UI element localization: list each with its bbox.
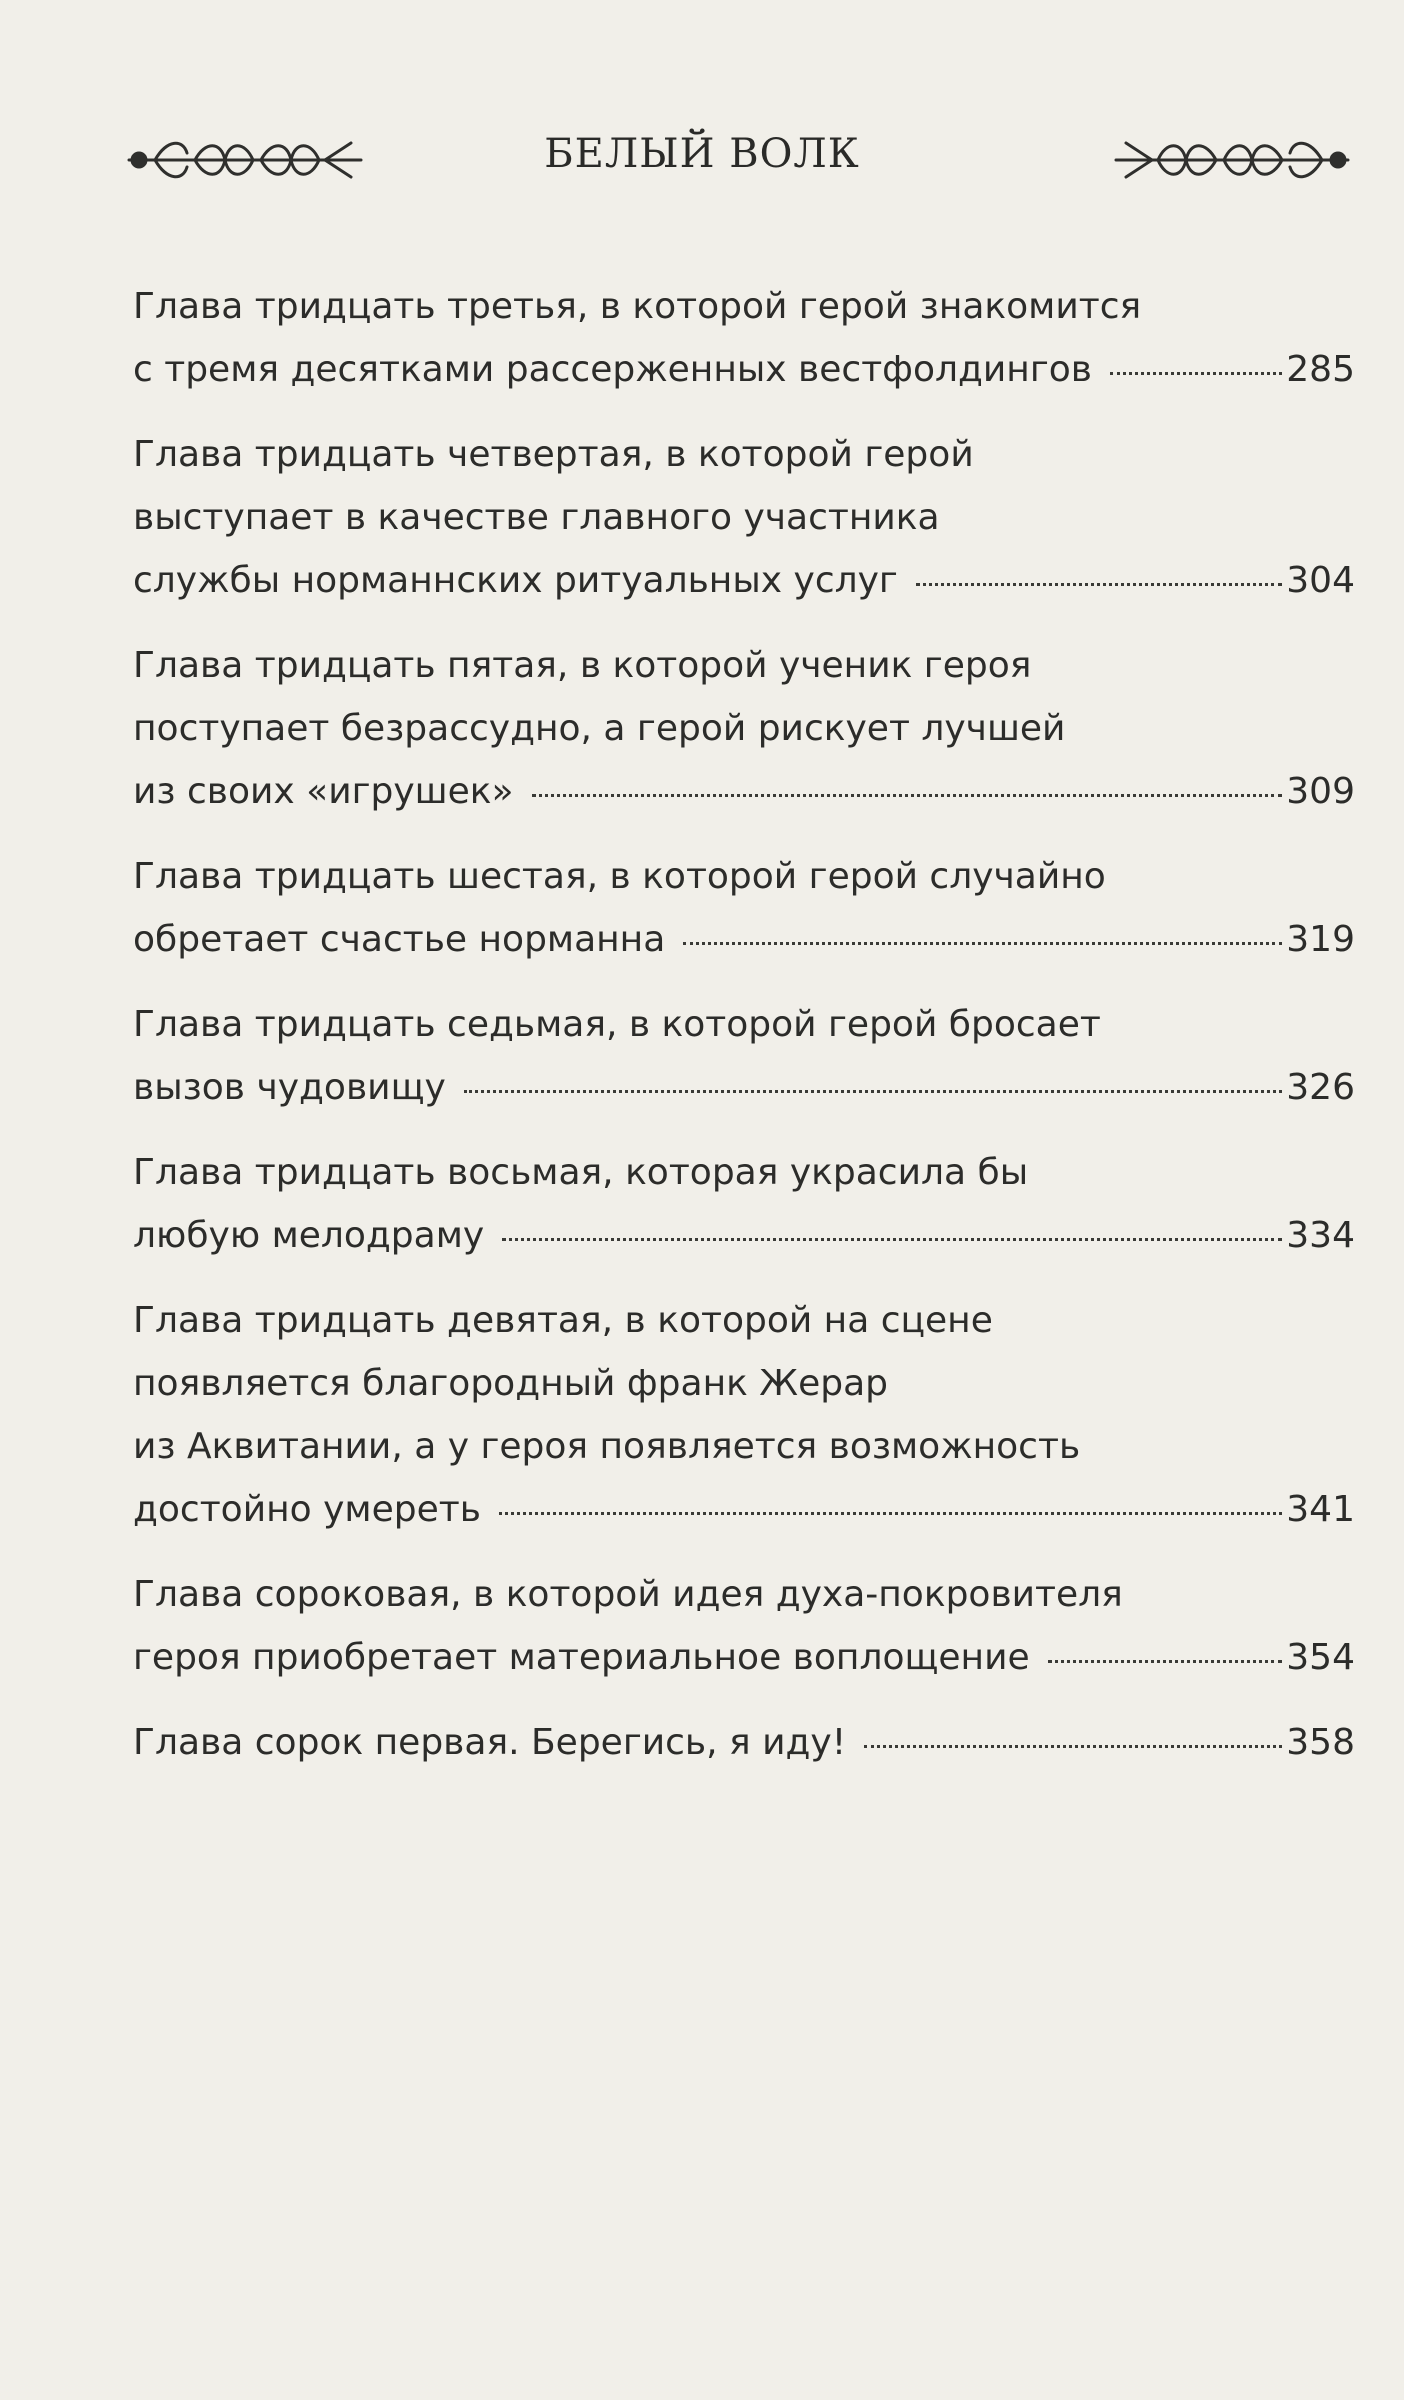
dot-leader (464, 1090, 1282, 1093)
toc-entry-title-end: любую мелодраму (133, 1215, 485, 1256)
page-number: 358 (1286, 1722, 1355, 1763)
toc-entry-title-line: из Аквитании, а у героя появляется возможность (133, 1426, 1081, 1467)
toc-entry-title-line: Глава тридцать девятая, в которой на сцене (133, 1300, 993, 1341)
page-number: 304 (1286, 560, 1355, 601)
page-number: 354 (1286, 1637, 1355, 1678)
toc-entry-title-end: с тремя десятками рассерженных вестфолдингов (133, 349, 1092, 390)
toc-entry-title-end: Глава сорок первая. Берегись, я иду! (133, 1722, 847, 1763)
toc-entry-title-line: Глава тридцать четвертая, в которой герой (133, 434, 974, 475)
running-title: БЕЛЫЙ ВОЛК (544, 131, 860, 177)
page-number: 334 (1286, 1215, 1355, 1256)
toc-entry-title-line: Глава тридцать седьмая, в которой герой бросает (133, 1004, 1101, 1045)
table-of-contents (133, 275, 1355, 1796)
decorative-scroll-ornament-right-icon (1112, 125, 1352, 195)
toc-entry-title-line: появляется благородный франк Жерар (133, 1363, 888, 1404)
toc-entry-last-line (133, 908, 1355, 971)
toc-entry-last-line (133, 1056, 1355, 1119)
dot-leader (916, 583, 1282, 586)
toc-entry (133, 1563, 1355, 1689)
dot-leader (532, 794, 1283, 797)
toc-entry-title-line: Глава тридцать восьмая, которая украсила бы (133, 1152, 1029, 1193)
toc-entry-last-line (133, 1478, 1355, 1541)
dot-leader (864, 1745, 1282, 1748)
toc-entry-title-line: поступает безрассудно, а герой рискует лучшей (133, 708, 1066, 749)
toc-entry-last-line (133, 760, 1355, 823)
toc-entry-title-end: из своих «игрушек» (133, 771, 514, 812)
toc-entry (133, 275, 1355, 401)
toc-entry-title-end: вызов чудовищу (133, 1067, 446, 1108)
toc-entry (133, 993, 1355, 1119)
toc-entry (133, 1141, 1355, 1267)
toc-entry-title-end: службы норманнских ритуальных услуг (133, 560, 898, 601)
page-number: 309 (1286, 771, 1355, 812)
toc-entry-title-line: выступает в качестве главного участника (133, 497, 940, 538)
toc-entry-last-line (133, 338, 1355, 401)
page-number: 285 (1286, 349, 1355, 390)
dot-leader (1048, 1660, 1283, 1663)
page-number: 326 (1286, 1067, 1355, 1108)
dot-leader (683, 942, 1282, 945)
toc-entry (133, 1711, 1355, 1774)
toc-entry (133, 423, 1355, 612)
toc-entry-title-line: Глава сороковая, в которой идея духа-покровителя (133, 1574, 1123, 1615)
dot-leader (502, 1238, 1282, 1241)
toc-entry (133, 634, 1355, 823)
dot-leader (1110, 372, 1282, 375)
toc-entry (133, 1289, 1355, 1541)
toc-entry-title-end: достойно умереть (133, 1489, 481, 1530)
page-number: 319 (1286, 919, 1355, 960)
toc-entry-last-line (133, 1711, 1355, 1774)
toc-entry-last-line (133, 1626, 1355, 1689)
toc-entry-title-line: Глава тридцать пятая, в которой ученик героя (133, 645, 1032, 686)
toc-entry-last-line (133, 549, 1355, 612)
toc-entry-title-line: Глава тридцать шестая, в которой герой случайно (133, 856, 1106, 897)
toc-entry (133, 845, 1355, 971)
page-header (0, 125, 1404, 195)
page-number: 341 (1286, 1489, 1355, 1530)
dot-leader (499, 1512, 1282, 1515)
toc-entry-title-end: героя приобретает материальное воплощение (133, 1637, 1030, 1678)
toc-entry-title-end: обретает счастье норманна (133, 919, 666, 960)
toc-entry-last-line (133, 1204, 1355, 1267)
toc-entry-title-line: Глава тридцать третья, в которой герой знакомится (133, 286, 1142, 327)
